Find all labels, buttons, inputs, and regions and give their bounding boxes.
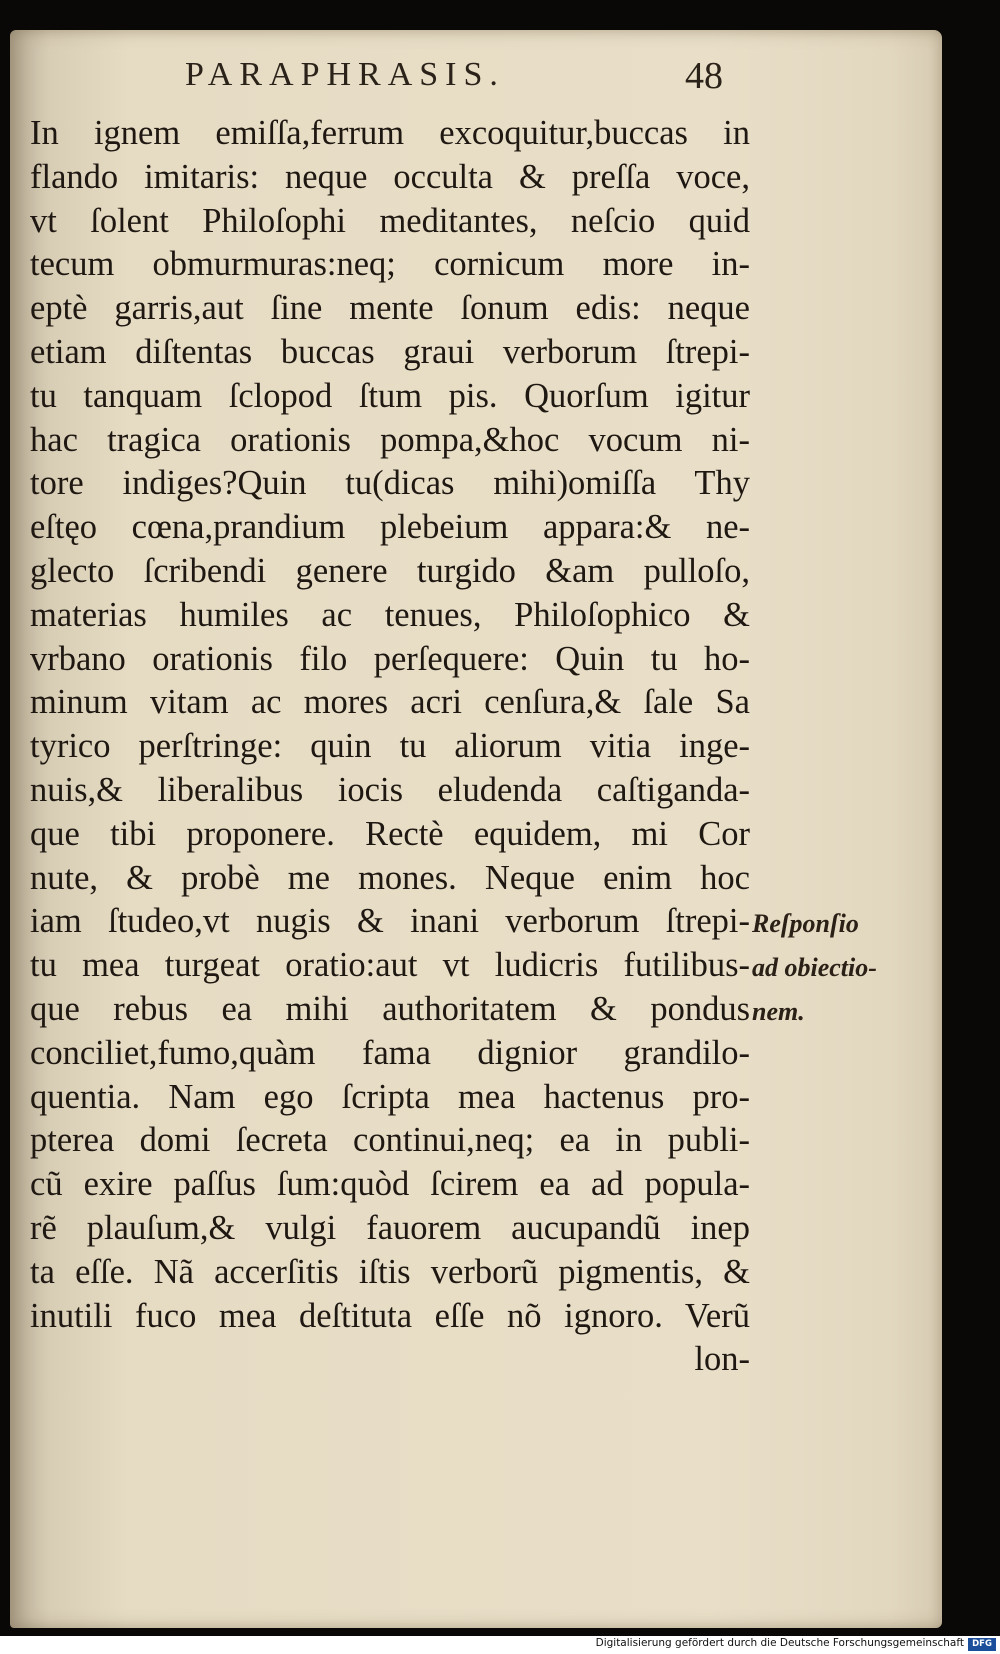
marginal-note xyxy=(752,902,902,1034)
text-line-8: hac tragica orationis pompa,&hoc vocum ni- xyxy=(30,420,750,459)
text-line-5: eptè garris,aut ſine mente ſonum edis: neque xyxy=(30,289,750,328)
text-line-9: tore indiges?Quin tu(dicas mihi)omiſſa Thy xyxy=(30,464,750,503)
page-header xyxy=(185,56,785,96)
text-line-10: eſtęo cœna,prandium plebeium appara:& ne- xyxy=(30,508,750,547)
body-text xyxy=(30,112,750,1382)
text-line-27: ta eſſe. Nã accerſitis iſtis verborũ pigmentis, & xyxy=(30,1252,750,1291)
text-line-24: pterea domi ſecreta continui,neq; ea in publi- xyxy=(30,1121,750,1160)
text-line-14: minum vitam ac mores acri cenſura,& ſale Sa xyxy=(30,683,750,722)
text-line-25: cũ exire paſſus ſum:quòd ſcirem ea ad popula- xyxy=(30,1165,750,1204)
text-line-6: etiam diſtentas buccas graui verborum ſtrepi- xyxy=(30,332,750,371)
text-line-13: vrbano orationis filo perſequere: Quin tu ho- xyxy=(30,639,750,678)
book-page xyxy=(10,30,942,1628)
text-line-19: iam ſtudeo,vt nugis & inani verborum ſtrepi- xyxy=(30,902,750,941)
text-line-18: nute, & probè me mones. Neque enim hoc xyxy=(30,858,750,897)
page-number: 48 xyxy=(685,55,723,97)
text-line-23: quentia. Nam ego ſcripta mea hactenus pro- xyxy=(30,1077,750,1116)
text-line-20: tu mea turgeat oratio:aut vt ludicris futilibus- xyxy=(30,946,750,985)
marginal-note-line-1: Reſponſio xyxy=(752,909,859,938)
text-line-26: rẽ plauſum,& vulgi fauorem aucupandũ inep xyxy=(30,1208,750,1247)
text-line-7: tu tanquam ſclopod ſtum pis. Quorſum igitur xyxy=(30,376,750,415)
text-line-11: glecto ſcribendi genere turgido &am pulloſo, xyxy=(30,551,750,590)
text-line-22: conciliet,fumo,quàm fama dignior grandilo- xyxy=(30,1033,750,1072)
text-line-17: que tibi proponere. Rectè equidem, mi Cor xyxy=(30,814,750,853)
text-line-4: tecum obmurmuras:neq; cornicum more in- xyxy=(30,245,750,284)
catchword: lon- xyxy=(694,1340,750,1379)
running-head: PARAPHRASIS. xyxy=(185,56,505,93)
funding-credit: Digitalisierung gefördert durch die Deutsche Forschungsgemeinschaft xyxy=(595,1637,964,1649)
footer-bar xyxy=(0,1636,1000,1654)
text-line-21: que rebus ea mihi authoritatem & pondus xyxy=(30,989,750,1028)
text-line-1: In ignem emiſſa,ferrum excoquitur,buccas in xyxy=(30,114,750,152)
marginal-note-line-2: ad obiectio- xyxy=(752,953,877,982)
text-line-16: nuis,& liberalibus iocis eludenda caſtiganda- xyxy=(30,770,750,809)
text-line-3: vt ſolent Philoſophi meditantes, neſcio quid xyxy=(30,201,750,240)
dfg-logo-icon: DFG xyxy=(968,1638,996,1651)
marginal-note-line-3: nem. xyxy=(752,997,805,1026)
text-line-28: inutili fuco mea deſtituta eſſe nõ ignoro. Verũ xyxy=(30,1296,750,1335)
text-line-2: flando imitaris: neque occulta & preſſa voce, xyxy=(30,157,750,196)
text-line-12: materias humiles ac tenues, Philoſophico & xyxy=(30,595,750,634)
text-line-15: tyrico perſtringe: quin tu aliorum vitia inge- xyxy=(30,727,750,766)
